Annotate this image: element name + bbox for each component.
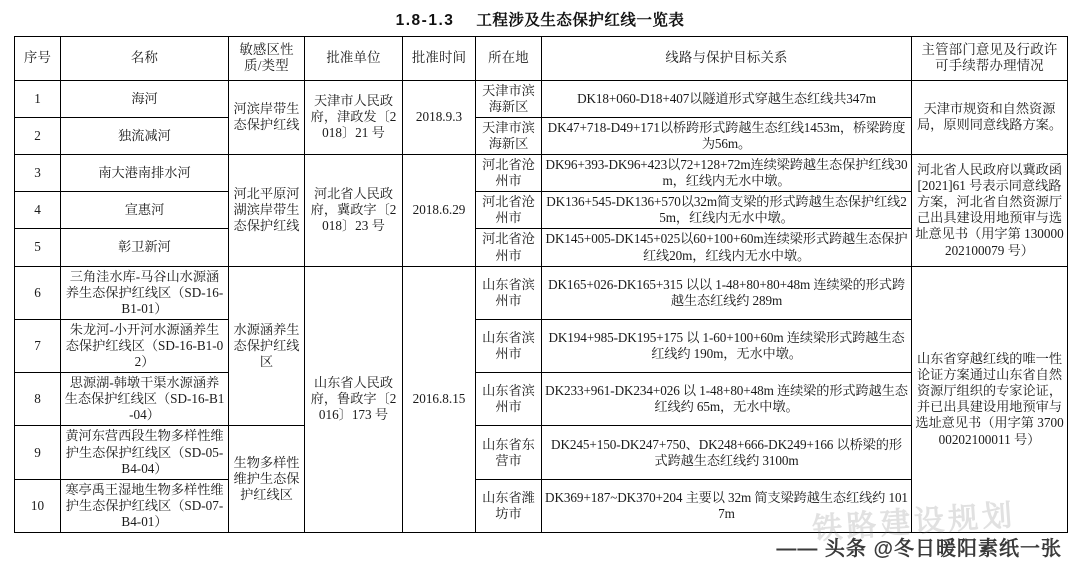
cell-location: 天津市滨海新区: [476, 80, 542, 117]
cell-time-hebei: 2018.6.29: [403, 155, 476, 267]
cell-seq: 5: [15, 229, 61, 266]
header-relation: 线路与保护目标关系: [542, 37, 912, 81]
author-watermark: —— 头条 @冬日暖阳素纸一张: [776, 538, 1062, 560]
table-row: [15, 229, 1068, 266]
cell-name: 朱龙河-小开河水源涵养生态保护红线区（SD-16-B1-02）: [61, 319, 229, 372]
eco-redline-table: [14, 36, 1068, 533]
table-row: [15, 266, 1068, 319]
cell-type-shandong-water: 水源涵养生态保护红线区: [229, 266, 305, 426]
cell-location: 山东省东营市: [476, 426, 542, 479]
cell-type-shandong-bio: 生物多样性维护生态保护红线区: [229, 426, 305, 533]
cell-name: 三角洼水库-马谷山水源涵养生态保护红线区（SD-16-B1-01）: [61, 266, 229, 319]
cell-relation: DK47+718-D49+171以桥跨形式跨越生态红线1453m，桥梁跨度为56m。: [542, 117, 912, 154]
table-header-row: [15, 37, 1068, 81]
cell-seq: 7: [15, 319, 61, 372]
title-number: 1.8-1.3: [395, 12, 455, 29]
cell-time-shandong: 2016.8.15: [403, 266, 476, 532]
cell-time-tianjin: 2018.9.3: [403, 80, 476, 154]
cell-relation: DK369+187~DK370+204 主要以 32m 简支梁跨越生态红线约 1017m: [542, 479, 912, 532]
table-row: [15, 426, 1068, 479]
cell-name: 独流减河: [61, 117, 229, 154]
cell-location: 山东省滨州市: [476, 266, 542, 319]
cell-unit-hebei: 河北省人民政府，冀政字〔2018〕23 号: [305, 155, 403, 267]
table-row: [15, 373, 1068, 426]
title-text: 工程涉及生态保护红线一览表: [476, 12, 685, 29]
table-container: [0, 36, 1080, 533]
cell-relation: DK233+961-DK234+026 以 1-48+80+48m 连续梁的形式跨越生态红线约 65m，无水中墩。: [542, 373, 912, 426]
header-approval-time: 批准时间: [403, 37, 476, 81]
cell-seq: 3: [15, 155, 61, 192]
cell-name: 彰卫新河: [61, 229, 229, 266]
cell-location: 天津市滨海新区: [476, 117, 542, 154]
cell-name: 南大港南排水河: [61, 155, 229, 192]
cell-location: 山东省滨州市: [476, 319, 542, 372]
cell-seq: 8: [15, 373, 61, 426]
cell-relation: DK145+005-DK145+025以60+100+60m连续梁形式跨越生态保护红线20m，红线内无水中墩。: [542, 229, 912, 266]
cell-seq: 9: [15, 426, 61, 479]
cell-seq: 6: [15, 266, 61, 319]
cell-seq: 10: [15, 479, 61, 532]
cell-name: 宣惠河: [61, 192, 229, 229]
table-row: [15, 117, 1068, 154]
header-seq: 序号: [15, 37, 61, 81]
cell-opinion-hebei: 河北省人民政府以冀政函[2021]61 号表示同意线路方案，河北省自然资源厅己出具建设用地预审与选址意见书（用字第 130000202100079 号）: [912, 155, 1068, 267]
cell-type-hebei: 河北平原河湖滨岸带生态保护红线: [229, 155, 305, 267]
cell-relation: DK18+060-D18+407以隧道形式穿越生态红线共347m: [542, 80, 912, 117]
cell-unit-tianjin: 天津市人民政府，津政发〔2018〕21 号: [305, 80, 403, 154]
page-title: [0, 0, 1080, 36]
table-row: [15, 479, 1068, 532]
cell-name: 黄河东营西段生物多样性维护生态保护红线区（SD-05-B4-04）: [61, 426, 229, 479]
cell-relation: DK245+150-DK247+750、DK248+666-DK249+166 以桥梁的形式跨越生态红线约 3100m: [542, 426, 912, 479]
cell-relation: DK194+985-DK195+175 以 1-60+100+60m 连续梁形式跨越生态红线约 190m，无水中墩。: [542, 319, 912, 372]
table-row: [15, 155, 1068, 192]
cell-location: 河北省沧州市: [476, 155, 542, 192]
background-watermark: 铁路建设规划: [811, 498, 1018, 547]
cell-seq: 2: [15, 117, 61, 154]
cell-relation: DK136+545-DK136+570以32m简支梁的形式跨越生态保护红线25m，红线内无水中墩。: [542, 192, 912, 229]
cell-location: 山东省潍坊市: [476, 479, 542, 532]
header-name: 名称: [61, 37, 229, 81]
header-approval-unit: 批准单位: [305, 37, 403, 81]
cell-opinion-tianjin: 天津市规资和自然资源局，原则同意线路方案。: [912, 80, 1068, 154]
cell-name: 思源湖-韩墩干渠水源涵养生态保护红线区（SD-16-B1-04）: [61, 373, 229, 426]
table-row: [15, 319, 1068, 372]
cell-unit-shandong: 山东省人民政府，鲁政字〔2016〕173 号: [305, 266, 403, 532]
cell-location: 河北省沧州市: [476, 192, 542, 229]
header-location: 所在地: [476, 37, 542, 81]
header-type: 敏感区性质/类型: [229, 37, 305, 81]
table-row: [15, 80, 1068, 117]
cell-location: 河北省沧州市: [476, 229, 542, 266]
cell-name: 寒亭禹王湿地生物多样性维护生态保护红线区（SD-07-B4-01）: [61, 479, 229, 532]
cell-seq: 1: [15, 80, 61, 117]
cell-relation: DK165+026-DK165+315 以以 1-48+80+80+48m 连续梁的形式跨越生态红线约 289m: [542, 266, 912, 319]
table-row: [15, 192, 1068, 229]
cell-name: 海河: [61, 80, 229, 117]
header-opinion: 主管部门意见及行政许可手续帮办理情况: [912, 37, 1068, 81]
cell-opinion-shandong: 山东省穿越红线的唯一性论证方案通过山东省自然资源厅组织的专家论证，并已出具建设用地预审与选址意见书（用字第 370000202100011 号）: [912, 266, 1068, 532]
cell-relation: DK96+393-DK96+423以72+128+72m连续梁跨越生态保护红线30m，红线内无水中墩。: [542, 155, 912, 192]
cell-location: 山东省滨州市: [476, 373, 542, 426]
cell-seq: 4: [15, 192, 61, 229]
cell-type-tianjin: 河滨岸带生态保护红线: [229, 80, 305, 154]
